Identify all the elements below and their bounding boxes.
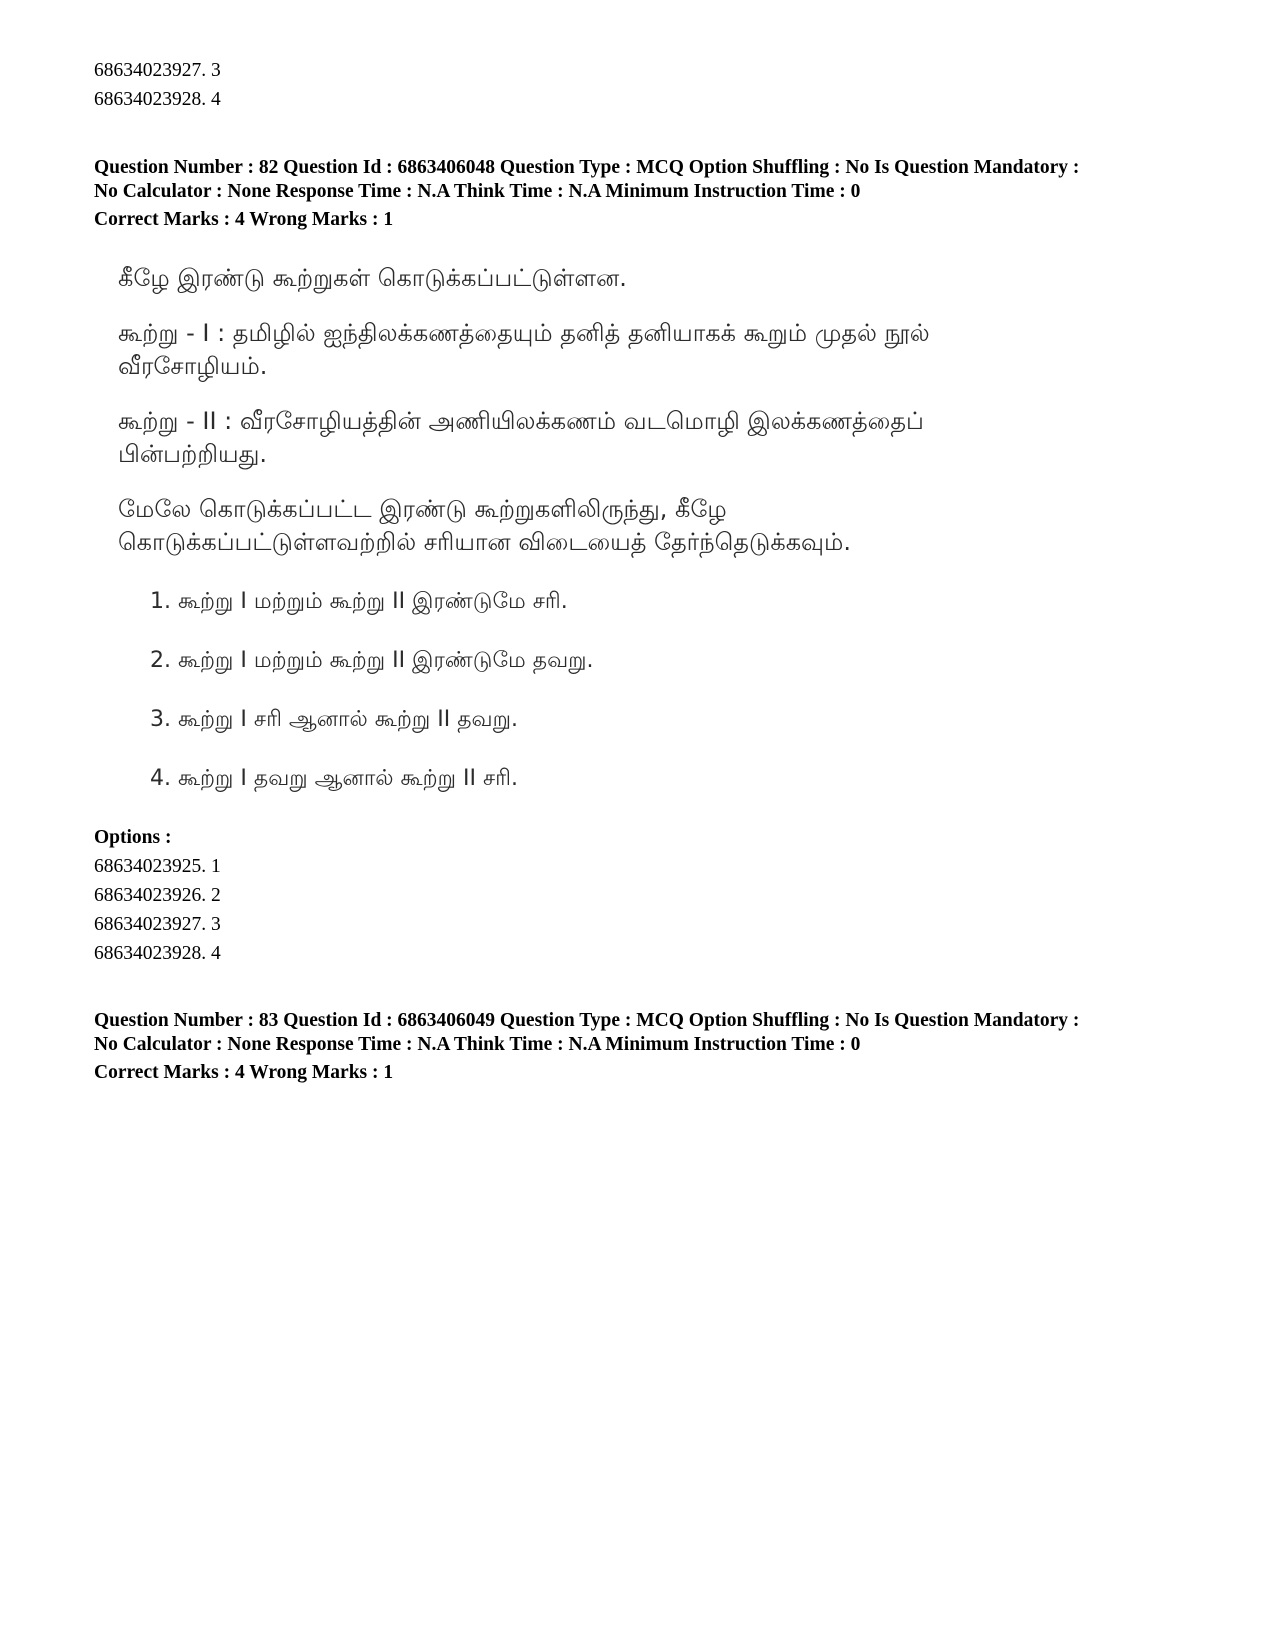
question-82-choice-3: 3. கூற்று I சரி ஆனால் கூற்று II தவறு. <box>150 707 518 732</box>
option-line: 68634023928. 4 <box>94 943 221 964</box>
option-line: 68634023927. 3 <box>94 914 221 935</box>
option-line: 68634023926. 2 <box>94 885 221 906</box>
question-82-header-line1: Question Number : 82 Question Id : 6863406048 Question Type : MCQ Option Shuffling : No Is Question Mandatory : <box>94 157 1080 178</box>
question-82-header-line2: No Calculator : None Response Time : N.A Think Time : N.A Minimum Instruction Time : 0 <box>94 181 861 202</box>
question-82-instruction-line2: கொடுக்கப்பட்டுள்ளவற்றில் சரியான விடையைத் தேர்ந்தெடுக்கவும். <box>118 528 851 556</box>
option-line: 68634023925. 1 <box>94 856 221 877</box>
option-line: 68634023927. 3 <box>94 60 221 81</box>
question-82-choice-1: 1. கூற்று I மற்றும் கூற்று II இரண்டுமே சரி. <box>150 589 568 614</box>
question-82-marks: Correct Marks : 4 Wrong Marks : 1 <box>94 209 394 230</box>
question-82-statement1-line2: வீரசோழியம். <box>118 352 268 380</box>
question-82-choice-4: 4. கூற்று I தவறு ஆனால் கூற்று II சரி. <box>150 766 518 791</box>
options-label: Options : <box>94 827 172 848</box>
option-line: 68634023928. 4 <box>94 89 221 110</box>
question-82-instruction-line1: மேலே கொடுக்கப்பட்ட இரண்டு கூற்றுகளிலிருந்து, கீழே <box>118 495 727 523</box>
question-82-statement1-line1: கூற்று - I : தமிழில் ஐந்திலக்கணத்தையும் தனித் தனியாகக் கூறும் முதல் நூல் <box>118 319 930 347</box>
question-83-header-line2: No Calculator : None Response Time : N.A Think Time : N.A Minimum Instruction Time : 0 <box>94 1034 861 1055</box>
question-82-choice-2: 2. கூற்று I மற்றும் கூற்று II இரண்டுமே தவறு. <box>150 648 594 673</box>
question-82-statement2-line1: கூற்று - II : வீரசோழியத்தின் அணியிலக்கணம் வடமொழி இலக்கணத்தைப் <box>118 407 924 435</box>
question-82-intro: கீழே இரண்டு கூற்றுகள் கொடுக்கப்பட்டுள்ளன. <box>118 264 627 292</box>
question-83-header-line1: Question Number : 83 Question Id : 6863406049 Question Type : MCQ Option Shuffling : No Is Question Mandatory : <box>94 1010 1080 1031</box>
question-83-marks: Correct Marks : 4 Wrong Marks : 1 <box>94 1062 394 1083</box>
question-82-statement2-line2: பின்பற்றியது. <box>118 440 268 468</box>
